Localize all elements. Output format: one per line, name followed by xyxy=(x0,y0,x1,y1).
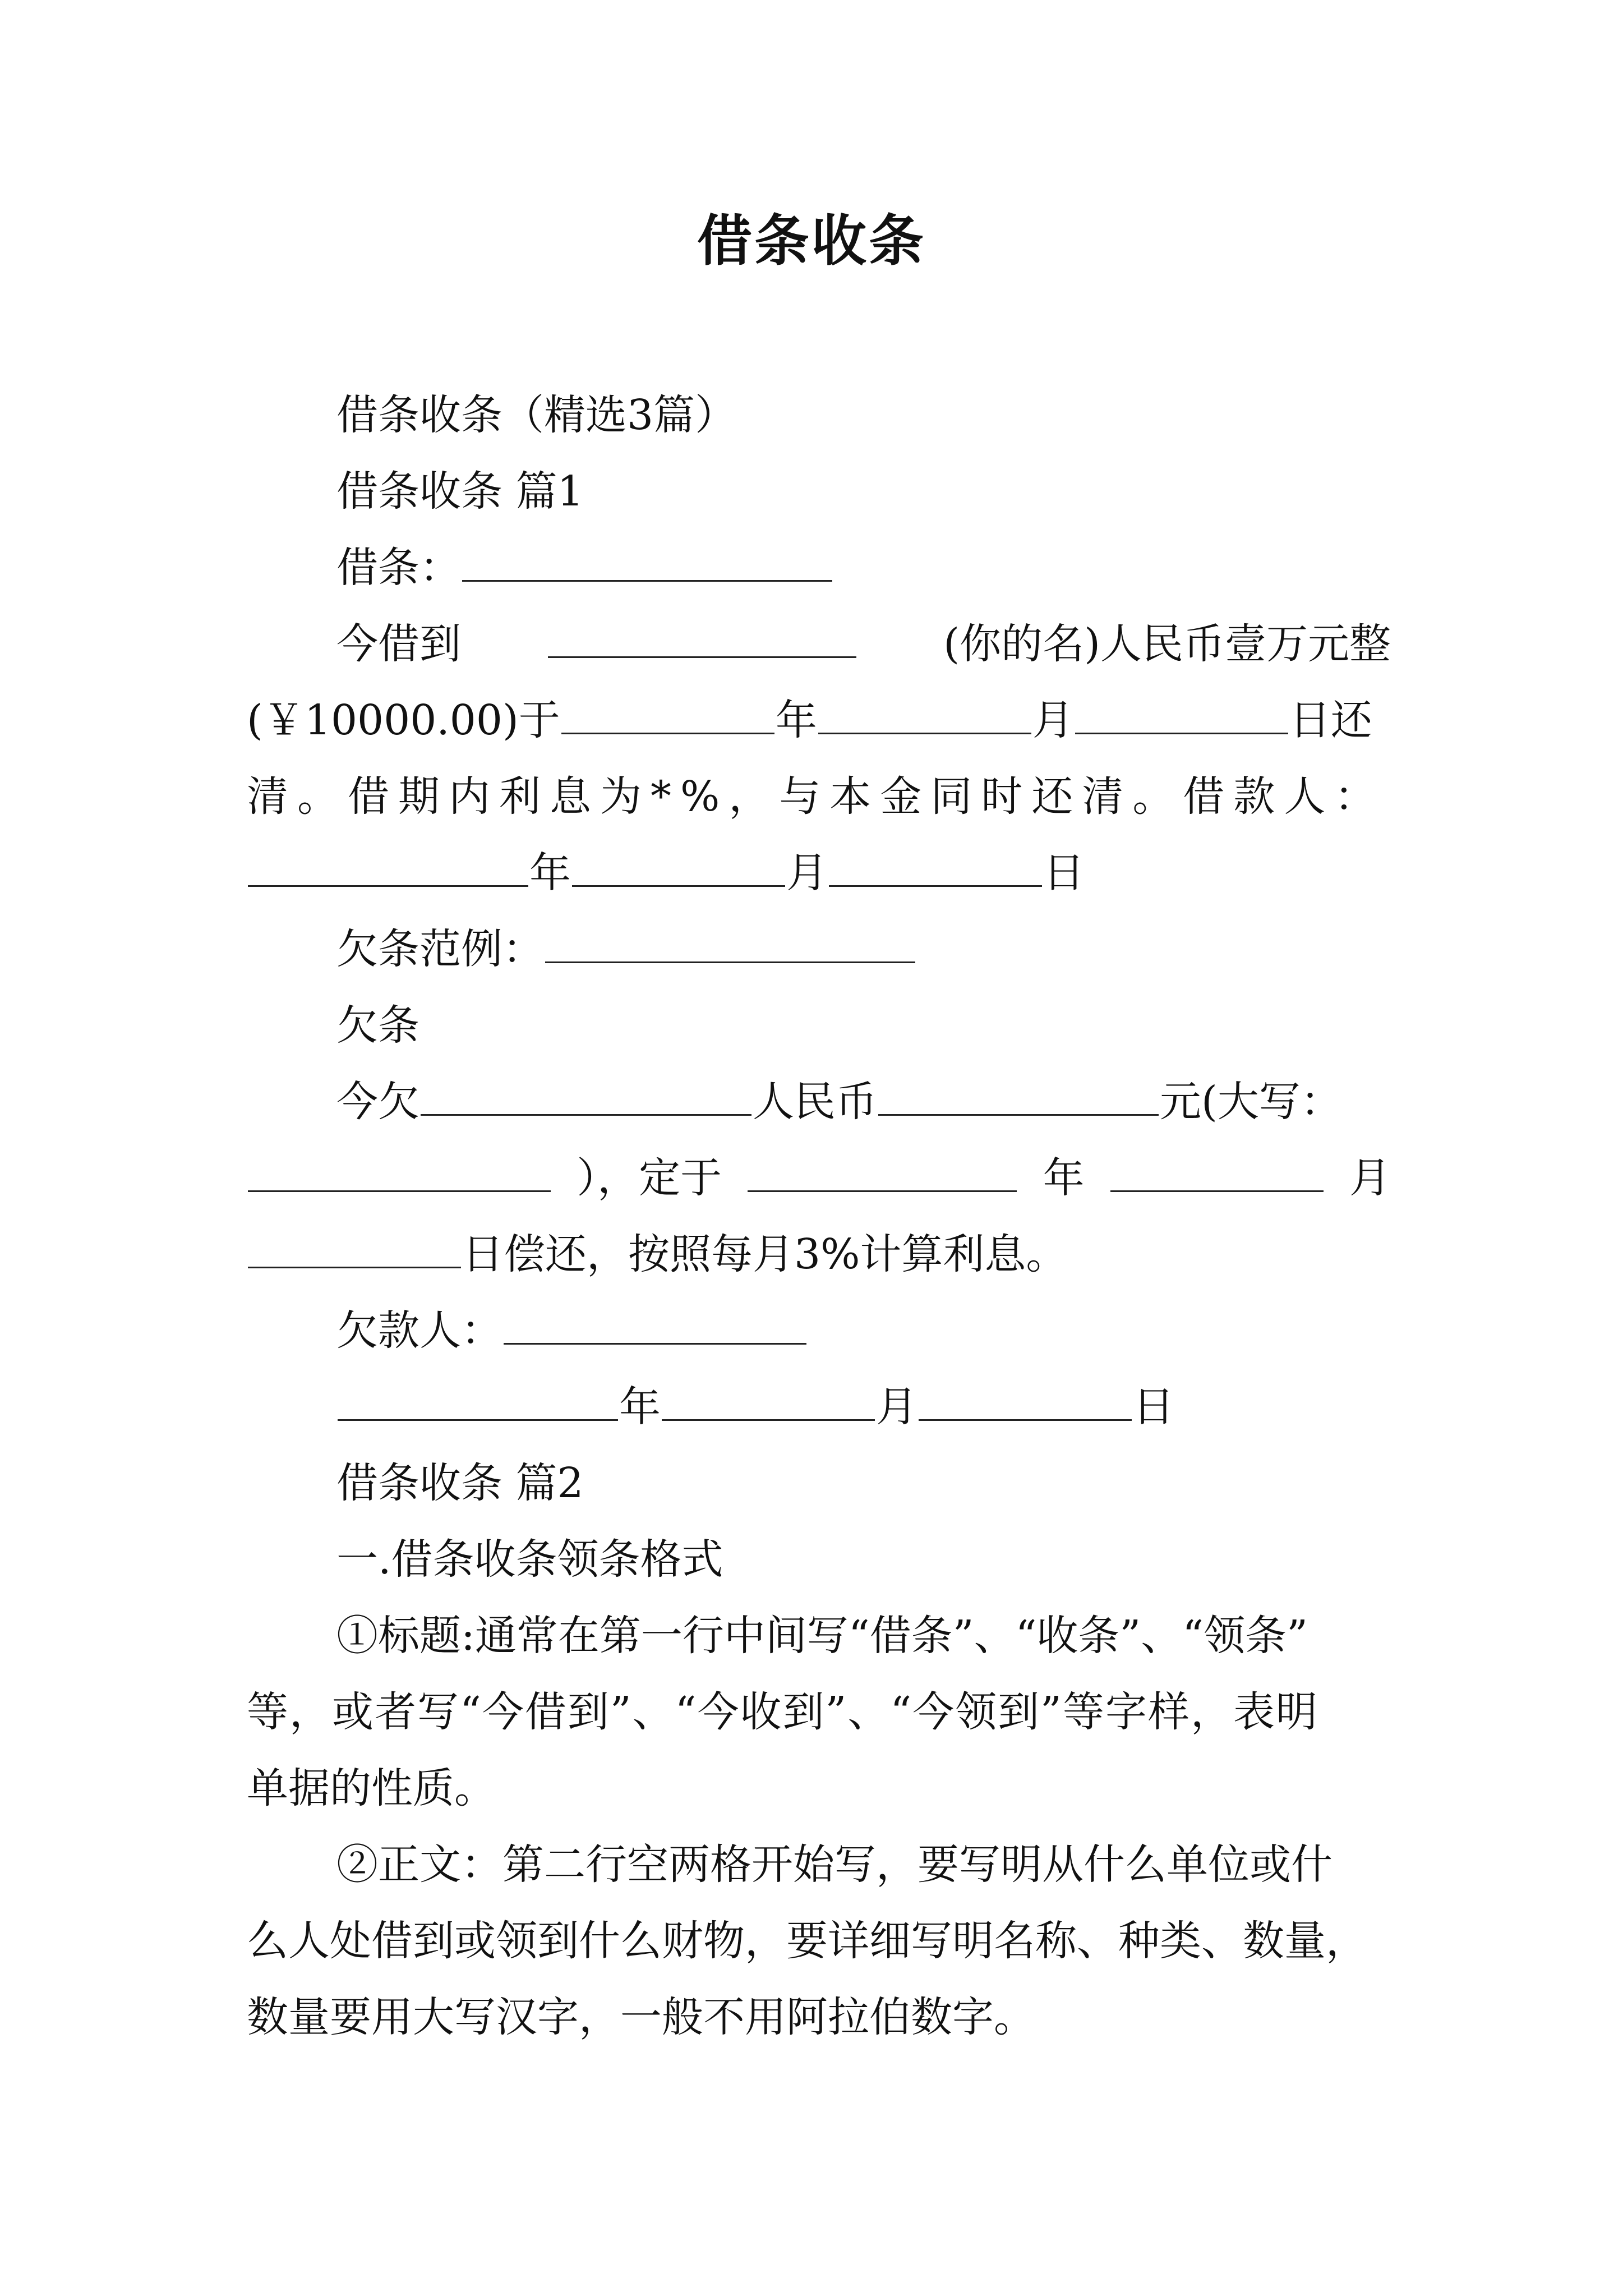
loan-amount: (￥10000.00)于 xyxy=(247,696,560,744)
item2-line-1: ②正文：第二行空两格开始写，要写明从什么单位或什 xyxy=(336,1841,1332,1889)
fill-in-blank xyxy=(561,693,774,734)
fill-in-blank xyxy=(248,846,528,887)
section1-heading: 一.借条收条领条格式 xyxy=(336,1535,723,1584)
year-label: 年 xyxy=(775,696,817,744)
iou-interest-text: 日偿还，按照每月3%计算利息。 xyxy=(462,1230,1068,1278)
fill-in-blank xyxy=(504,1304,806,1345)
fill-in-blank xyxy=(421,1075,751,1116)
fill-in-blank xyxy=(548,617,856,658)
article1-heading: 借条收条 篇1 xyxy=(336,467,584,516)
iou-line-2 xyxy=(247,1150,1391,1206)
example-label-line xyxy=(336,921,1391,977)
iou-line-3 xyxy=(247,1226,1391,1282)
item1-line-1: ①标题:通常在第一行中间写“借条”、“收条”、“领条” xyxy=(336,1612,1308,1660)
loan-text-b: (你的名)人民币壹万元整 xyxy=(943,620,1391,668)
document-title: 借条收条 xyxy=(697,209,926,273)
month-label: 月 xyxy=(1349,1154,1391,1202)
fill-in-blank xyxy=(662,1380,875,1421)
day-label: 日 xyxy=(1133,1383,1174,1431)
iou-text-a: 今欠 xyxy=(336,1078,419,1126)
example-label: 欠条范例： xyxy=(336,925,544,973)
year-label: 年 xyxy=(1043,1154,1085,1202)
fill-in-blank xyxy=(1075,693,1288,734)
item1-line-3: 单据的性质。 xyxy=(247,1764,496,1812)
fill-in-blank xyxy=(462,541,832,582)
year-label: 年 xyxy=(619,1383,661,1431)
debtor-label: 欠款人： xyxy=(336,1306,502,1355)
loan-line-2 xyxy=(247,692,1391,748)
fill-in-blank xyxy=(545,922,915,963)
item2-line-2: 么人处借到或领到什么财物，要详细写明名称、种类、数量， xyxy=(247,1917,1367,1965)
month-label: 月 xyxy=(786,849,828,897)
borrower-date-line xyxy=(247,845,1391,901)
article2-heading: 借条收条 篇2 xyxy=(336,1459,584,1507)
iou-due-text: ），定于 xyxy=(577,1154,722,1202)
jietiao-label: 借条： xyxy=(336,544,461,592)
iou-line-1 xyxy=(336,1074,1391,1130)
month-label: 月 xyxy=(876,1383,917,1431)
debtor-label-line xyxy=(336,1303,1391,1359)
fill-in-blank xyxy=(338,1380,618,1421)
fill-in-blank xyxy=(248,1227,461,1268)
fill-in-blank xyxy=(1110,1151,1324,1192)
repay-text: 日还 xyxy=(1289,696,1372,744)
fill-in-blank xyxy=(818,693,1031,734)
qiantiao-heading: 欠条 xyxy=(336,1001,419,1050)
fill-in-blank xyxy=(748,1151,1017,1192)
item2-line-3: 数量要用大写汉字，一般不用阿拉伯数字。 xyxy=(247,1993,1035,2041)
jietiao-label-line xyxy=(336,540,1391,596)
fill-in-blank xyxy=(829,846,1042,887)
year-label: 年 xyxy=(529,849,571,897)
fill-in-blank xyxy=(919,1380,1132,1421)
loan-text-a: 今借到 xyxy=(336,620,461,668)
subtitle: 借条收条（精选3篇） xyxy=(336,391,737,439)
iou-text-c: 元(大写： xyxy=(1160,1078,1342,1126)
fill-in-blank xyxy=(572,846,785,887)
fill-in-blank xyxy=(878,1075,1159,1116)
iou-date-line xyxy=(336,1379,1391,1435)
loan-line-3: 清。借期内利息为*%，与本金同时还清。借款人： xyxy=(247,772,1385,821)
item1-line-2: 等，或者写“今借到”、“今收到”、“今领到”等字样，表明 xyxy=(247,1688,1318,1736)
iou-text-b: 人民币 xyxy=(753,1078,877,1126)
fill-in-blank xyxy=(248,1151,551,1192)
day-label: 日 xyxy=(1043,849,1085,897)
loan-line-1 xyxy=(336,616,1391,672)
month-label: 月 xyxy=(1032,696,1074,744)
